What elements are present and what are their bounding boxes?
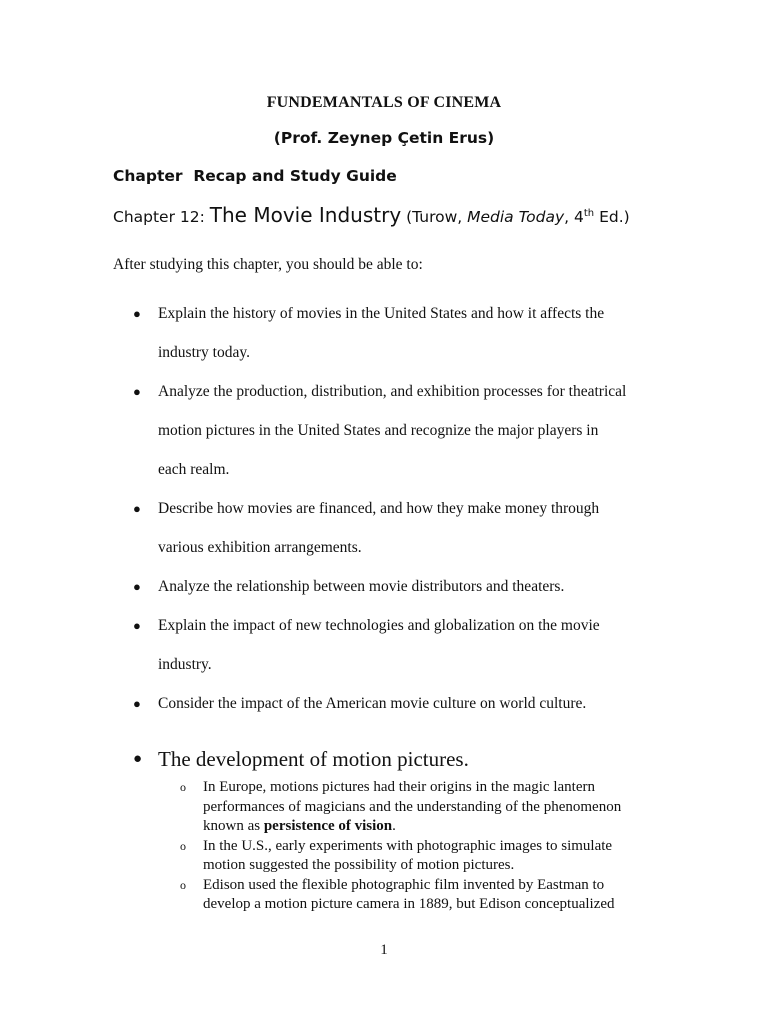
hollow-bullet-icon: o	[180, 780, 186, 794]
bullet-icon: ●	[133, 696, 141, 711]
document-subtitle: (Prof. Zeynep Çetin Erus)	[273, 129, 495, 147]
bullet-icon: ●	[133, 306, 141, 321]
page-number: 1	[380, 942, 388, 958]
sub-list-item	[113, 876, 653, 915]
chapter-ref-close: Ed.)	[594, 208, 630, 226]
objective-item	[113, 372, 673, 489]
section-sub-list	[113, 778, 673, 915]
objective-item	[113, 567, 673, 606]
bullet-icon: ●	[133, 579, 141, 594]
objectives-list	[113, 294, 673, 723]
objective-item	[113, 684, 673, 723]
chapter-heading	[113, 203, 630, 227]
chapter-ref-edition: , 4	[564, 208, 584, 226]
objective-line: each realm.	[158, 461, 230, 478]
section-heading	[113, 744, 673, 774]
sub-item-text: Edison used the flexible photographic film invented by Eastman to develop a motion picture camera in 1889, but Edison conceptualized	[203, 876, 615, 912]
sub-list-item	[113, 778, 653, 837]
intro-text: After studying this chapter, you should be able to:	[113, 256, 423, 273]
objective-line: Describe how movies are financed, and how they make money through	[158, 500, 600, 517]
objective-line: Analyze the production, distribution, and exhibition processes for theatrical	[158, 383, 627, 400]
sub-item-text: In Europe, motions pictures had their origins in the magic lantern performances of magicians and the understanding of the phenomenon known as	[203, 779, 622, 834]
bullet-icon: ●	[133, 618, 141, 633]
section-heading-text: The development of motion pictures.	[158, 747, 469, 771]
chapter-ref-sup: th	[583, 208, 595, 219]
hollow-bullet-icon: o	[180, 838, 186, 853]
objective-line: various exhibition arrangements.	[158, 539, 362, 556]
chapter-prefix: Chapter 12:	[113, 208, 210, 226]
objective-line: Consider the impact of the American movie culture on world culture.	[158, 695, 587, 712]
objective-line: industry.	[158, 656, 212, 673]
hollow-bullet-icon: o	[180, 877, 186, 892]
recap-heading: Chapter Recap and Study Guide	[113, 167, 397, 185]
sub-list-item	[113, 837, 653, 876]
chapter-name: The Movie Industry	[209, 203, 402, 227]
chapter-ref-open: (Turow,	[401, 208, 468, 226]
bullet-icon: ●	[133, 384, 141, 399]
objective-line: Analyze the relationship between movie distributors and theaters.	[158, 578, 565, 595]
document-title: FUNDEMANTALS OF CINEMA	[266, 94, 502, 111]
objective-item	[113, 489, 673, 567]
sub-item-text: In the U.S., early experiments with photographic images to simulate motion suggested the possibility of motion pictures.	[203, 837, 613, 873]
objective-line: Explain the impact of new technologies and globalization on the movie	[158, 617, 600, 634]
sub-item-bold-term: persistence of vision	[263, 818, 393, 834]
objective-item	[113, 294, 673, 372]
chapter-ref-book: Media Today	[467, 208, 565, 226]
objective-line: Explain the history of movies in the United States and how it affects the	[158, 305, 605, 322]
objective-item	[113, 606, 673, 684]
development-section	[113, 744, 673, 915]
objective-line: motion pictures in the United States and recognize the major players in	[158, 422, 599, 439]
bullet-icon: ●	[133, 751, 143, 767]
bullet-icon: ●	[133, 501, 141, 516]
objective-line: industry today.	[158, 344, 250, 361]
sub-item-text-end: .	[392, 818, 396, 834]
